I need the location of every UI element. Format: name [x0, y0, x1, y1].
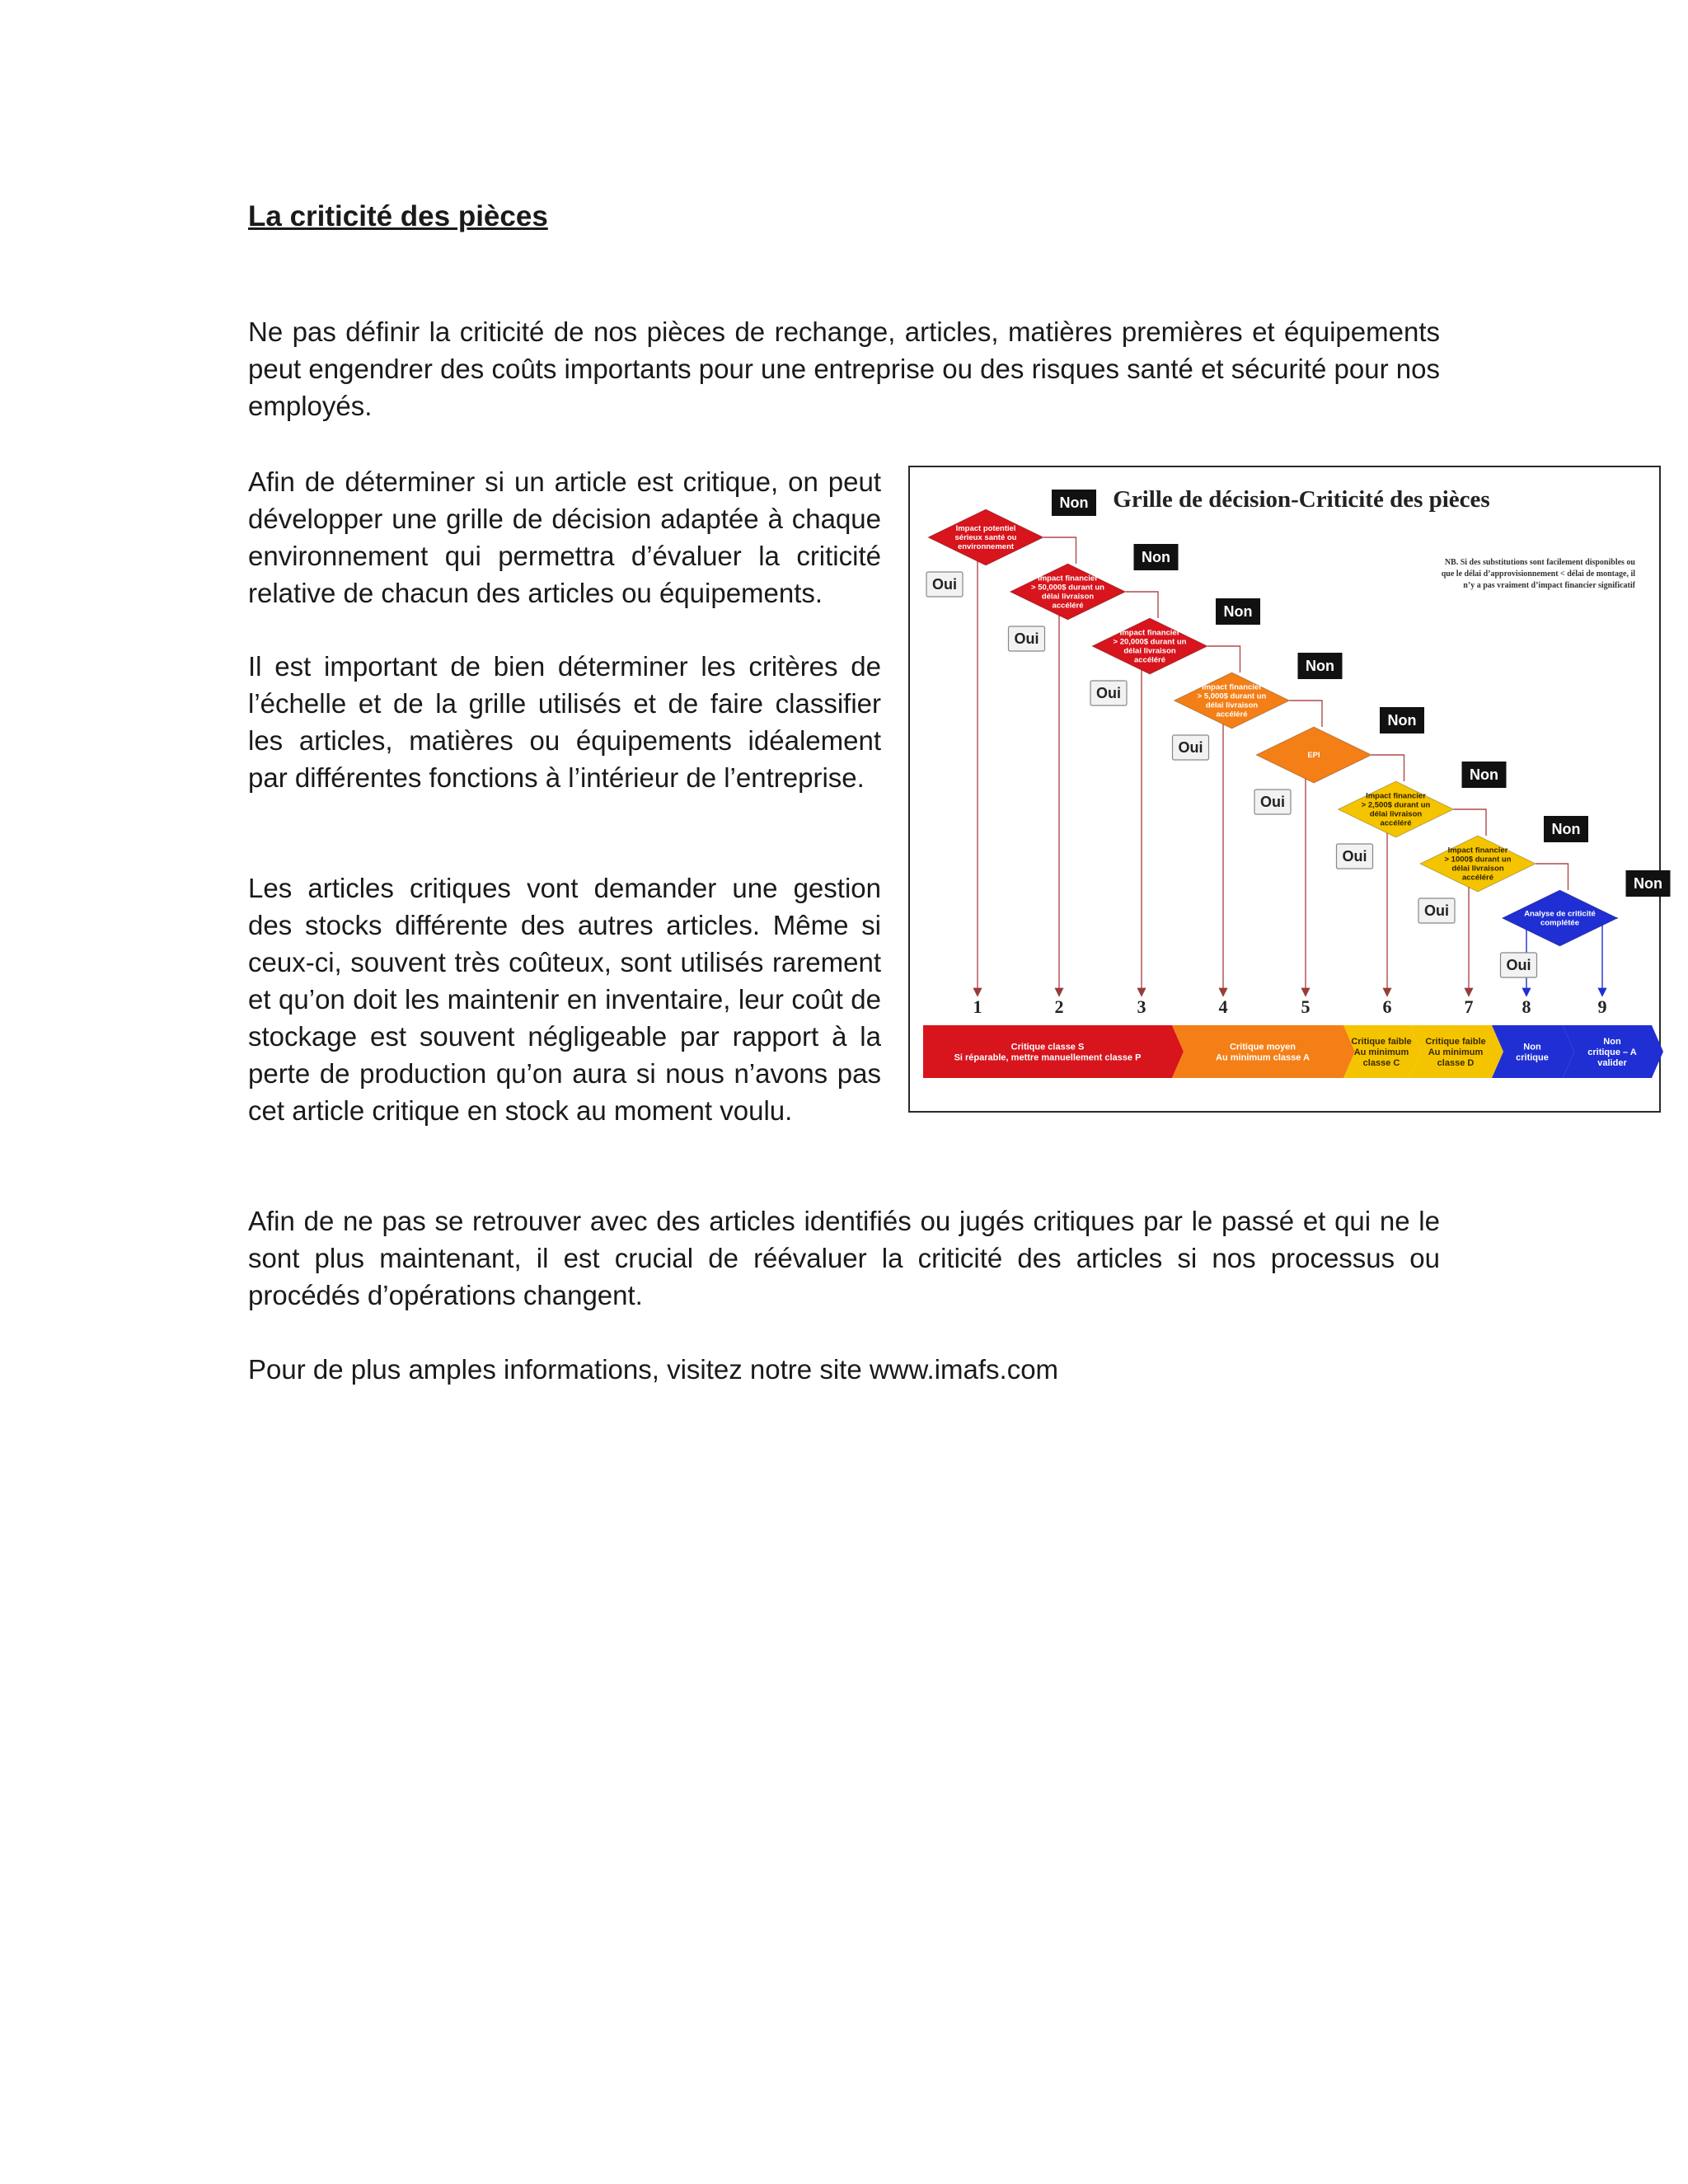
decision-text: EPI — [1307, 751, 1320, 760]
decision-text: > 1000$ durant un — [1444, 855, 1512, 865]
band-text: Au minimum — [1428, 1047, 1484, 1057]
outcome-number: 6 — [1382, 996, 1392, 1017]
outcome-number: 7 — [1464, 996, 1474, 1017]
decision-text: accéléré — [1216, 710, 1248, 719]
yes-label: Oui — [1096, 685, 1121, 701]
no-label: Non — [1142, 549, 1170, 565]
band-text: valider — [1597, 1058, 1627, 1068]
band-text: Critique classe S — [1010, 1042, 1085, 1052]
band-text: Critique faible — [1425, 1037, 1486, 1047]
decision-text: délai livraison — [1041, 592, 1095, 602]
no-label: Non — [1223, 603, 1253, 620]
no-connector — [1454, 809, 1487, 836]
band-text: classe D — [1437, 1058, 1475, 1068]
document-title: La criticité des pièces — [248, 200, 548, 232]
band-text: critique — [1516, 1052, 1549, 1063]
band-text: Non — [1603, 1037, 1621, 1047]
no-label: Non — [1059, 494, 1089, 511]
decision-grid-figure — [908, 466, 1661, 1113]
band-text: Au minimum — [1353, 1047, 1409, 1057]
paragraph-more-info: Pour de plus amples informations, visitez notre site www.imafs.com — [248, 1354, 1059, 1385]
decision-text: > 5,000$ durant un — [1197, 691, 1267, 701]
decision-text: Impact financier — [1447, 846, 1508, 855]
decision-text: Impact financier — [1119, 628, 1180, 638]
yes-label: Oui — [932, 576, 957, 593]
decision-text: délai livraison — [1123, 646, 1176, 656]
no-label: Non — [1387, 712, 1417, 729]
paragraph-criteria: Il est important de bien déterminer les critères de l’échelle et de la grille utilisés et de faire classifier les articles, matières ou équipements idéalement par différentes fonctions à l’intérieur de l’entreprise. — [248, 651, 881, 793]
decision-grid-diagram — [910, 467, 1662, 1111]
outcome-number: 8 — [1522, 996, 1531, 1017]
yes-label: Oui — [1342, 848, 1367, 865]
outcome-numbers — [973, 996, 1607, 1017]
decision-text: délai livraison — [1369, 809, 1423, 819]
classification-bands — [923, 1025, 1663, 1078]
band-text: Critique faible — [1351, 1037, 1412, 1047]
decision-text: > 50,000$ durant un — [1031, 583, 1104, 593]
yes-label: Oui — [1014, 630, 1039, 647]
decision-text: Impact financier — [1202, 682, 1262, 692]
figure-note-line: que le délai d’approvisionnement < délai de montage, il — [1441, 569, 1635, 579]
outcome-number: 9 — [1597, 996, 1607, 1017]
yes-label: Oui — [1178, 739, 1203, 756]
no-connector — [1207, 646, 1240, 673]
figure-note-line: n’y a pas vraiment d’impact financier significatif — [1463, 581, 1635, 590]
decision-text: accéléré — [1133, 655, 1166, 665]
decision-text: Impact financier — [1038, 574, 1098, 583]
outcome-number: 1 — [973, 996, 982, 1017]
decision-text: accéléré — [1461, 873, 1494, 883]
decision-text: délai livraison — [1451, 864, 1504, 874]
decision-text: Analyse de criticité — [1524, 909, 1596, 919]
figure-note-line: NB. Si des substitutions sont facilement disponibles ou — [1444, 558, 1635, 567]
decision-text: accéléré — [1052, 601, 1084, 611]
no-connector — [1372, 755, 1404, 781]
outcome-number: 4 — [1218, 996, 1228, 1017]
paragraph-intro: Ne pas définir la criticité de nos pièces de rechange, articles, matières premières et équipements peut engendrer des coûts importants pour une entreprise ou des risques santé et sécurité pour nos employés. — [248, 316, 1440, 421]
band-text: Non — [1523, 1042, 1541, 1052]
band-text: Critique moyen — [1229, 1042, 1296, 1052]
no-connector — [1126, 592, 1159, 618]
no-connector — [1536, 864, 1568, 890]
outcome-number: 3 — [1137, 996, 1146, 1017]
no-label: Non — [1306, 658, 1334, 674]
paragraph-reevaluation: Afin de ne pas se retrouver avec des articles identifiés ou jugés critiques par le passé et qui ne le sont plus maintenant, il est crucial de réévaluer la criticité des articles si nos processus ou procédés d’opérations changent. — [248, 1206, 1440, 1310]
outcome-number: 2 — [1054, 996, 1064, 1017]
yes-label: Oui — [1424, 902, 1449, 919]
no-label: Non — [1470, 766, 1498, 783]
yes-label: Oui — [1260, 794, 1285, 810]
decision-text: délai livraison — [1205, 701, 1259, 710]
yes-label: Oui — [1506, 957, 1531, 973]
no-label: Non — [1551, 821, 1581, 837]
decision-text: accéléré — [1380, 818, 1412, 828]
figure-title: Grille de décision-Criticité des pièces — [1113, 486, 1490, 513]
no-connector — [1043, 537, 1076, 564]
decision-text: Impact financier — [1366, 791, 1426, 801]
outcome-number: 5 — [1301, 996, 1311, 1017]
decision-text: complétée — [1540, 918, 1579, 928]
band-text: critique – A — [1587, 1047, 1637, 1057]
decision-text: sérieux santé ou — [954, 533, 1017, 542]
decision-text: > 20,000$ durant un — [1113, 637, 1187, 647]
paragraph-decision-grid: Afin de déterminer si un article est critique, on peut développer une grille de décision adaptée à chaque environnement qui permettra d’évaluer la criticité relative de chacun des articles ou équipements. — [248, 466, 881, 608]
no-label: Non — [1634, 875, 1662, 892]
band-text: Au minimum classe A — [1216, 1052, 1310, 1063]
paragraph-stock-management: Les articles critiques vont demander une gestion des stocks différente des autres articles. Même si ceux-ci, souvent très coûteux, sont utilisés rarement et qu’on doit les maintenir en inventaire, leur coût de stockage est souvent négligeable par rapport à la perte de production qu’on aura si nous n’avons pas cet article critique en stock au moment voulu. — [248, 873, 881, 1126]
band-text: Si réparable, mettre manuellement classe P — [954, 1052, 1142, 1063]
band-text: classe C — [1362, 1058, 1400, 1068]
decision-text: > 2,500$ durant un — [1361, 800, 1431, 810]
decision-text: environnement — [957, 542, 1015, 551]
figure-note — [1442, 558, 1636, 590]
decision-text: Impact potentiel — [955, 524, 1016, 533]
no-connector — [1290, 701, 1323, 727]
